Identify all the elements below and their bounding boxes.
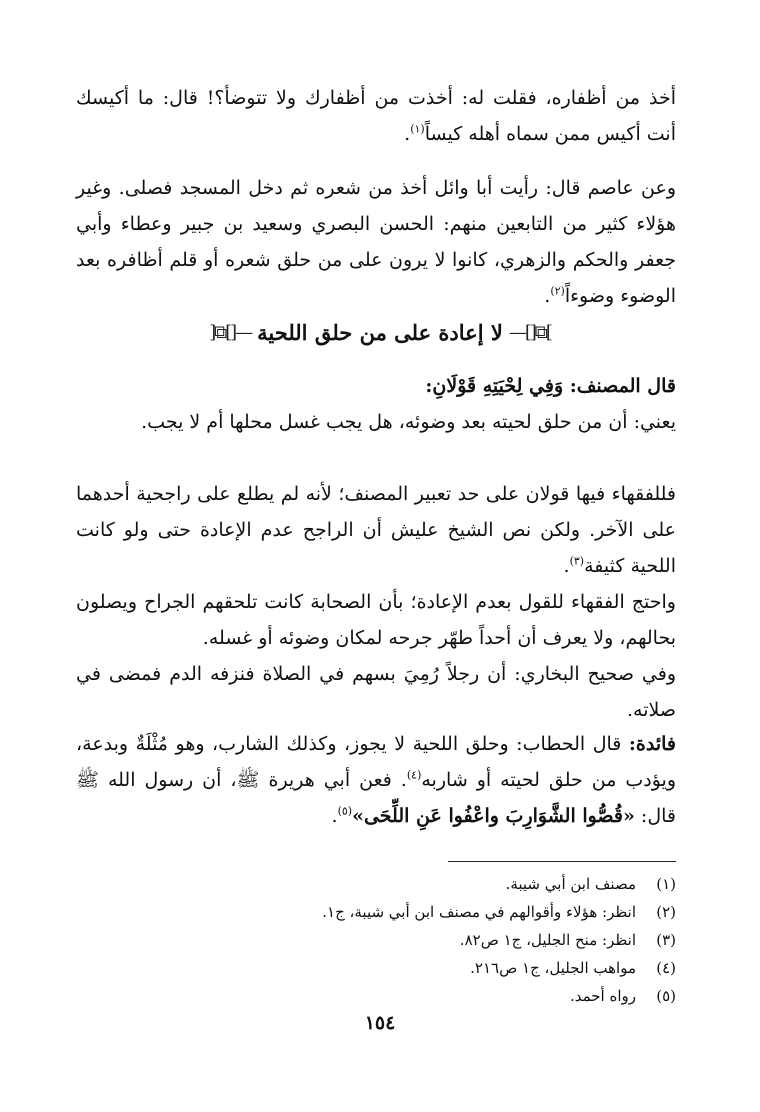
heading-ornament-left: —[]⧉[	[209, 322, 252, 343]
footnote-text: انظر: هؤلاء وأقوالهم في مصنف ابن أبي شيبة، ج١.	[322, 903, 636, 921]
footnote-number: (٢)	[656, 903, 676, 921]
footnote-item	[200, 982, 676, 1010]
paragraph-7-end: .	[331, 805, 338, 827]
footnote-divider	[448, 861, 676, 862]
paragraph-4-end: .	[563, 555, 570, 577]
footnotes-list	[200, 870, 676, 1010]
paragraph-1	[76, 80, 676, 152]
footnote-ref-2[interactable]: (٢)	[550, 284, 565, 298]
paragraph-3	[76, 368, 676, 440]
footnote-number: (٤)	[656, 959, 676, 977]
footnote-text: مصنف ابن أبي شيبة.	[505, 875, 636, 893]
paragraph-4-text: فللفقهاء فيها قولان على حد تعبير المصنف؛ لأنه لم يطلع على راجحية أحدهما على الآخر. ولكن نص الشيخ عليش أن الراجح عدم الإعادة حتى ولو كانت اللحية كثيفة	[76, 483, 676, 577]
footnote-number: (٣)	[656, 931, 676, 949]
paragraph-2-text: وعن عاصم قال: رأيت أبا وائل أخذ من شعره ثم دخل المسجد فصلى. وغير هؤلاء كثير من التابعين منهم: الحسن البصري وسعيد بن جبير وعطاء وأبي جعفر والحكم والزهري، كانوا لا يرون على من حلق شعره أو قلم أظافره بعد الوضوء وضوءاً	[76, 177, 676, 307]
paragraph-5-text: واحتج الفقهاء للقول بعدم الإعادة؛ بأن الصحابة كانت تلحقهم الجراح ويصلون بحالهم، ولا يعرف أن أحداً طهّر جرحه لمكان وضوئه أو غسله.	[76, 591, 676, 649]
footnote-text: مواهب الجليل، ج١ ص٢١٦.	[470, 959, 636, 977]
paragraph-3-text: يعني: أن من حلق لحيته بعد وضوئه، هل يجب غسل محلها أم لا يجب.	[141, 411, 676, 433]
benefit-label: فائدة:	[628, 733, 676, 755]
paragraph-6-text: وفي صحيح البخاري: أن رجلاً رُمِيَ بسهم في الصلاة فنزفه الدم فمضى في صلاته.	[76, 663, 676, 721]
footnote-item	[200, 898, 676, 926]
section-heading	[0, 320, 760, 345]
footnote-ref-1[interactable]: (١)	[410, 122, 425, 136]
paragraph-2-end: .	[544, 285, 551, 307]
footnote-item	[200, 870, 676, 898]
footnote-ref-4[interactable]: (٤)	[406, 768, 422, 782]
footnote-ref-5[interactable]: (٥)	[337, 804, 353, 818]
page-number: ١٥٤	[364, 1012, 396, 1034]
paragraph-1-text: أخذ من أظفاره، فقلت له: أخذت من أظفارك ولا تتوضأ؟! قال: ما أكيسك أنت أكيس ممن سماه أهله كيساً	[76, 87, 676, 145]
footnote-text: رواه أحمد.	[569, 987, 636, 1005]
footnote-number: (٥)	[656, 987, 676, 1005]
footnote-item	[200, 954, 676, 982]
section-heading-text: لا إعادة على من حلق اللحية	[257, 320, 503, 345]
paragraph-4	[76, 476, 676, 584]
paragraph-5	[76, 584, 676, 656]
paragraph-7	[76, 726, 676, 834]
footnote-number: (١)	[656, 875, 676, 893]
footnote-item	[200, 926, 676, 954]
paragraph-7-middle: . فعن أبي هريرة ﷺ، أن رسول الله ﷺ قال:	[76, 769, 676, 827]
paragraph-1-end: .	[404, 123, 411, 145]
hadith-quote: «قُصُّوا الشَّوَارِبَ واعْفُوا عَنِ اللِّحَى»	[352, 805, 635, 827]
paragraph-2	[76, 170, 676, 314]
paragraph-6	[76, 656, 676, 728]
paragraph-7-text: قال الحطاب: وحلق اللحية لا يجوز، وكذلك الشارب، وهو مُثْلَةٌ وبدعة، ويؤدب من حلق لحيته أو شاربه	[76, 733, 677, 791]
author-statement: قال المصنف: وَفِي لِحْيَتِهِ قَوْلَانِ:	[425, 375, 676, 397]
footnote-ref-3[interactable]: (٣)	[569, 554, 585, 568]
heading-ornament-right: ]⧉[]—	[508, 322, 551, 343]
footnote-text: انظر: منح الجليل، ج١ ص٨٢.	[459, 931, 636, 949]
